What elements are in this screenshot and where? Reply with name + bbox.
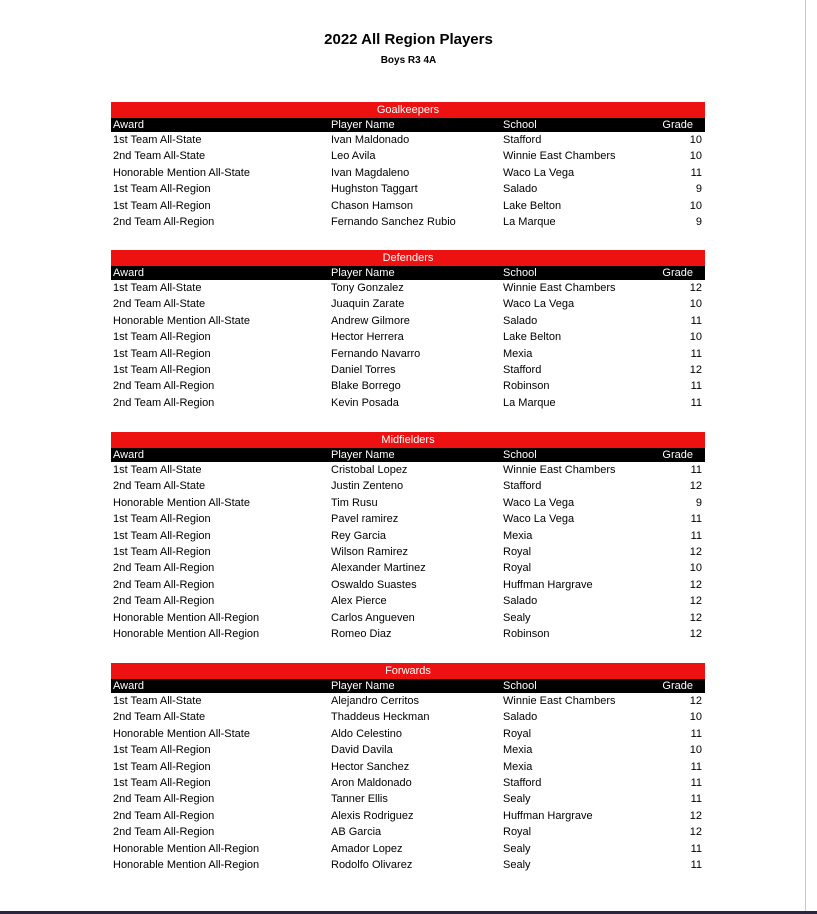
player-cell: Fernando Sanchez Rubio: [331, 215, 456, 228]
page-edge: [805, 0, 806, 914]
school-cell: Salado: [503, 711, 538, 724]
column-header-award: Award: [113, 267, 144, 279]
school-cell: Winnie East Chambers: [503, 464, 616, 476]
grade-cell: 12: [689, 480, 702, 493]
table-row: [111, 775, 705, 791]
grade-cell: 11: [690, 513, 702, 526]
award-cell: 1st Team All-Region: [113, 545, 211, 558]
grade-cell: 10: [689, 331, 702, 344]
player-cell: Ivan Magdaleno: [331, 166, 410, 179]
column-header-school: School: [503, 449, 537, 461]
table-row: [111, 362, 705, 378]
award-cell: 1st Team All-Region: [113, 199, 211, 212]
column-header-row: [111, 118, 705, 132]
grade-cell: 11: [690, 464, 702, 476]
award-cell: Honorable Mention All-State: [113, 314, 250, 327]
award-cell: 1st Team All-Region: [113, 776, 211, 789]
section-title: Forwards: [111, 663, 705, 679]
school-cell: Royal: [503, 826, 532, 839]
school-cell: Salado: [503, 183, 538, 196]
award-cell: 2nd Team All-Region: [113, 396, 215, 409]
school-cell: Waco La Vega: [503, 166, 575, 179]
school-cell: Salado: [503, 595, 538, 608]
grade-cell: 10: [689, 199, 702, 212]
player-cell: Hector Sanchez: [331, 760, 410, 773]
column-header-player: Player Name: [331, 267, 395, 279]
grade-cell: 11: [690, 858, 702, 871]
section-defenders: [111, 250, 705, 411]
table-row: [111, 329, 705, 345]
table-row: [111, 478, 705, 494]
school-cell: Stafford: [503, 363, 542, 376]
player-cell: Ivan Maldonado: [331, 134, 410, 146]
player-cell: Amador Lopez: [331, 842, 403, 855]
column-header-player: Player Name: [331, 119, 395, 131]
school-cell: Mexia: [503, 347, 533, 360]
grade-cell: 9: [695, 183, 702, 196]
table-row: [111, 544, 705, 560]
school-cell: Sealy: [503, 793, 531, 806]
column-header-player: Player Name: [331, 449, 395, 461]
table-row: [111, 511, 705, 527]
award-cell: 1st Team All-Region: [113, 513, 211, 526]
school-cell: Robinson: [503, 380, 550, 393]
school-cell: Royal: [503, 562, 532, 575]
table-row: [111, 610, 705, 626]
player-cell: Juaquin Zarate: [331, 298, 405, 311]
column-header-row: [111, 448, 705, 462]
player-cell: Hector Herrera: [331, 331, 404, 344]
section-title: Goalkeepers: [111, 102, 705, 118]
player-cell: Justin Zenteno: [331, 480, 404, 493]
table-row: [111, 808, 705, 824]
school-cell: Waco La Vega: [503, 298, 575, 311]
table-row: [111, 181, 705, 197]
player-cell: David Davila: [331, 744, 393, 757]
grade-cell: 12: [689, 363, 702, 376]
award-cell: Honorable Mention All-State: [113, 727, 250, 740]
player-cell: Thaddeus Heckman: [331, 711, 430, 724]
column-header-school: School: [503, 119, 537, 131]
school-cell: Stafford: [503, 776, 542, 789]
school-cell: Waco La Vega: [503, 496, 575, 509]
player-cell: Daniel Torres: [331, 363, 396, 376]
grade-cell: 10: [689, 562, 702, 575]
column-header-grade: Grade: [662, 449, 693, 461]
player-cell: Rodolfo Olivarez: [331, 858, 413, 871]
grade-cell: 12: [689, 611, 702, 624]
column-header-grade: Grade: [662, 267, 693, 279]
award-cell: Honorable Mention All-State: [113, 166, 250, 179]
table-row: [111, 560, 705, 576]
school-cell: La Marque: [503, 215, 556, 228]
table-row: [111, 148, 705, 164]
school-cell: Royal: [503, 727, 532, 740]
school-cell: Robinson: [503, 627, 550, 640]
school-cell: Winnie East Chambers: [503, 150, 616, 163]
award-cell: 1st Team All-Region: [113, 183, 211, 196]
player-cell: Aldo Celestino: [331, 727, 402, 740]
table-row: [111, 132, 705, 148]
school-cell: Mexia: [503, 760, 533, 773]
award-cell: 2nd Team All-State: [113, 298, 206, 311]
award-cell: Honorable Mention All-Region: [113, 611, 260, 624]
school-cell: Mexia: [503, 744, 533, 757]
table-row: [111, 346, 705, 362]
grade-cell: 12: [689, 695, 702, 707]
award-cell: 1st Team All-Region: [113, 363, 211, 376]
player-cell: Tony Gonzalez: [331, 282, 404, 294]
page-subtitle: Boys R3 4A: [380, 55, 437, 66]
table-row: [111, 791, 705, 807]
award-cell: 1st Team All-Region: [113, 744, 211, 757]
player-cell: Aron Maldonado: [331, 776, 412, 789]
table-row: [111, 462, 705, 478]
grade-cell: 11: [690, 347, 702, 360]
grade-cell: 11: [690, 396, 702, 409]
grade-cell: 10: [689, 711, 702, 724]
award-cell: 2nd Team All-State: [113, 480, 206, 493]
grade-cell: 12: [689, 545, 702, 558]
award-cell: 1st Team All-Region: [113, 760, 211, 773]
player-cell: Hughston Taggart: [331, 183, 418, 196]
table-row: [111, 841, 705, 857]
school-cell: Winnie East Chambers: [503, 695, 616, 707]
grade-cell: 9: [695, 496, 702, 509]
table-row: [111, 528, 705, 544]
column-header-grade: Grade: [662, 119, 693, 131]
grade-cell: 10: [689, 744, 702, 757]
column-header-school: School: [503, 680, 537, 692]
award-cell: 2nd Team All-Region: [113, 578, 215, 591]
grade-cell: 9: [695, 215, 702, 228]
table-row: [111, 165, 705, 181]
grade-cell: 12: [689, 809, 702, 822]
grade-cell: 11: [690, 529, 702, 542]
table-row: [111, 726, 705, 742]
school-cell: Huffman Hargrave: [503, 809, 593, 822]
page-title: 2022 All Region Players: [324, 31, 493, 48]
table-row: [111, 296, 705, 312]
table-row: [111, 198, 705, 214]
player-cell: Alejandro Cerritos: [331, 695, 420, 707]
award-cell: 2nd Team All-Region: [113, 215, 215, 228]
player-cell: Fernando Navarro: [331, 347, 421, 360]
school-cell: Lake Belton: [503, 331, 562, 344]
player-cell: Alex Pierce: [331, 595, 387, 608]
player-cell: Alexis Rodriguez: [331, 809, 414, 822]
column-header-award: Award: [113, 119, 144, 131]
award-cell: 2nd Team All-State: [113, 711, 206, 724]
award-cell: 1st Team All-Region: [113, 529, 211, 542]
grade-cell: 12: [689, 826, 702, 839]
player-cell: Tim Rusu: [331, 496, 378, 509]
table-row: [111, 577, 705, 593]
section-midfielders: [111, 432, 705, 642]
grade-cell: 11: [690, 314, 702, 327]
table-row: [111, 395, 705, 411]
school-cell: La Marque: [503, 396, 556, 409]
grade-cell: 11: [690, 380, 702, 393]
player-cell: Alexander Martinez: [331, 562, 426, 575]
award-cell: 1st Team All-State: [113, 134, 202, 146]
grade-cell: 12: [689, 578, 702, 591]
award-cell: 1st Team All-State: [113, 464, 202, 476]
award-cell: 1st Team All-Region: [113, 331, 211, 344]
award-cell: 2nd Team All-Region: [113, 380, 215, 393]
award-cell: 2nd Team All-Region: [113, 562, 215, 575]
column-header-row: [111, 266, 705, 280]
award-cell: Honorable Mention All-Region: [113, 858, 260, 871]
player-cell: Leo Avila: [331, 150, 376, 163]
table-row: [111, 280, 705, 296]
school-cell: Salado: [503, 314, 538, 327]
player-cell: Cristobal Lopez: [331, 464, 408, 476]
school-cell: Royal: [503, 545, 532, 558]
table-row: [111, 593, 705, 609]
award-cell: 1st Team All-Region: [113, 347, 211, 360]
school-cell: Sealy: [503, 842, 531, 855]
school-cell: Sealy: [503, 611, 531, 624]
table-row: [111, 742, 705, 758]
section-title: Midfielders: [111, 432, 705, 448]
table-row: [111, 214, 705, 230]
column-header-grade: Grade: [662, 680, 693, 692]
grade-cell: 10: [689, 298, 702, 311]
player-cell: Andrew Gilmore: [331, 314, 410, 327]
school-cell: Waco La Vega: [503, 513, 575, 526]
column-header-row: [111, 679, 705, 693]
award-cell: Honorable Mention All-State: [113, 496, 250, 509]
award-cell: 2nd Team All-State: [113, 150, 206, 163]
table-row: [111, 495, 705, 511]
table-row: [111, 824, 705, 840]
award-cell: 1st Team All-State: [113, 695, 202, 707]
column-header-player: Player Name: [331, 680, 395, 692]
grade-cell: 12: [689, 627, 702, 640]
player-cell: Romeo Diaz: [331, 627, 392, 640]
award-cell: Honorable Mention All-Region: [113, 842, 260, 855]
grade-cell: 11: [690, 727, 702, 740]
award-cell: 2nd Team All-Region: [113, 826, 215, 839]
school-cell: Sealy: [503, 858, 531, 871]
player-cell: Chason Hamson: [331, 199, 413, 212]
table-row: [111, 709, 705, 725]
school-cell: Stafford: [503, 480, 542, 493]
grade-cell: 12: [689, 282, 702, 294]
player-cell: Blake Borrego: [331, 380, 401, 393]
column-header-school: School: [503, 267, 537, 279]
award-cell: 1st Team All-State: [113, 282, 202, 294]
grade-cell: 11: [690, 842, 702, 855]
column-header-award: Award: [113, 449, 144, 461]
school-cell: Stafford: [503, 134, 542, 146]
player-cell: Rey Garcia: [331, 529, 387, 542]
table-row: [111, 313, 705, 329]
grade-cell: 10: [689, 134, 702, 146]
grade-cell: 11: [690, 166, 702, 179]
table-row: [111, 693, 705, 709]
section-title: Defenders: [111, 250, 705, 266]
column-header-award: Award: [113, 680, 144, 692]
grade-cell: 11: [690, 793, 702, 806]
grade-cell: 10: [689, 150, 702, 163]
table-row: [111, 857, 705, 873]
player-cell: Oswaldo Suastes: [331, 578, 417, 591]
section-goalkeepers: [111, 102, 705, 230]
grade-cell: 11: [690, 776, 702, 789]
section-forwards: [111, 663, 705, 873]
school-cell: Huffman Hargrave: [503, 578, 593, 591]
player-cell: Tanner Ellis: [331, 793, 388, 806]
award-cell: 2nd Team All-Region: [113, 793, 215, 806]
award-cell: 2nd Team All-Region: [113, 595, 215, 608]
grade-cell: 11: [690, 760, 702, 773]
school-cell: Mexia: [503, 529, 533, 542]
player-cell: AB Garcia: [331, 826, 382, 839]
school-cell: Lake Belton: [503, 199, 562, 212]
award-cell: Honorable Mention All-Region: [113, 627, 260, 640]
table-row: [111, 378, 705, 394]
school-cell: Winnie East Chambers: [503, 282, 616, 294]
player-cell: Pavel ramirez: [331, 513, 399, 526]
player-cell: Kevin Posada: [331, 396, 399, 409]
award-cell: 2nd Team All-Region: [113, 809, 215, 822]
table-row: [111, 759, 705, 775]
player-cell: Wilson Ramirez: [331, 545, 409, 558]
player-cell: Carlos Angueven: [331, 611, 415, 624]
grade-cell: 12: [689, 595, 702, 608]
table-row: [111, 626, 705, 642]
